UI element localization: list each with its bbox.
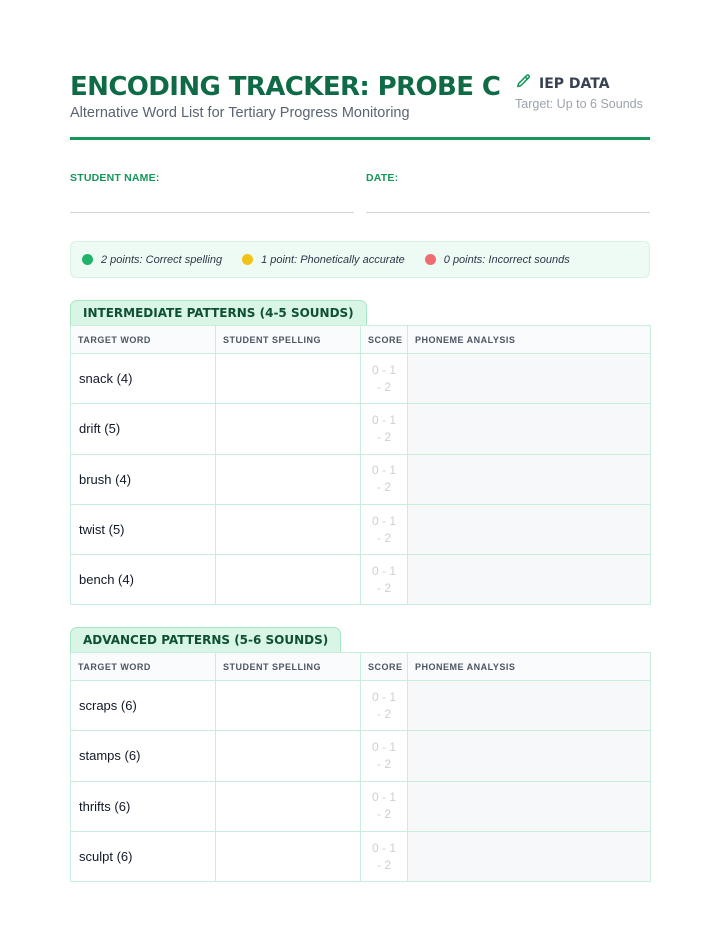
col-student-spelling: STUDENT SPELLING — [216, 326, 361, 354]
score-options: 0 - 1 — [371, 689, 396, 704]
score-cell[interactable] — [361, 354, 408, 404]
phoneme-analysis-cell[interactable] — [408, 504, 651, 554]
score-cell[interactable] — [361, 831, 408, 881]
phoneme-analysis-cell[interactable] — [408, 354, 651, 404]
table-header-row — [71, 653, 651, 681]
student-spelling-cell[interactable] — [216, 555, 361, 605]
target-word: thrifts (6) — [71, 781, 216, 831]
red-dot-icon — [425, 254, 436, 265]
score-options: - 2 — [376, 480, 391, 495]
student-fields — [70, 168, 650, 214]
header — [70, 0, 650, 140]
col-score: SCORE — [361, 326, 408, 354]
advanced-section — [70, 627, 650, 882]
table-row — [71, 354, 651, 404]
score-options: - 2 — [376, 857, 391, 872]
phoneme-analysis-cell[interactable] — [408, 831, 651, 881]
target-word: brush (4) — [71, 454, 216, 504]
target-word: bench (4) — [71, 555, 216, 605]
legend-text: 0 points: Incorrect sounds — [443, 253, 570, 266]
score-options: 0 - 1 — [371, 463, 396, 478]
legend-item-1pt — [242, 254, 405, 266]
advanced-table — [70, 652, 651, 882]
score-cell[interactable] — [361, 404, 408, 454]
student-spelling-cell[interactable] — [216, 354, 361, 404]
student-spelling-cell[interactable] — [216, 404, 361, 454]
iep-label: IEP DATA — [539, 76, 610, 92]
page-title: ENCODING TRACKER: PROBE C — [70, 72, 501, 102]
table-row — [71, 454, 651, 504]
table-row — [71, 781, 651, 831]
date-label: DATE: — [366, 172, 399, 184]
student-name-label: STUDENT NAME: — [70, 172, 160, 184]
score-cell[interactable] — [361, 731, 408, 781]
col-score: SCORE — [361, 653, 408, 681]
score-options: 0 - 1 — [371, 563, 396, 578]
phoneme-analysis-cell[interactable] — [408, 681, 651, 731]
col-student-spelling: STUDENT SPELLING — [216, 653, 361, 681]
target-text: Target: Up to 6 Sounds — [515, 97, 643, 111]
intermediate-table — [70, 325, 651, 605]
col-target-word: TARGET WORD — [71, 653, 216, 681]
score-options: - 2 — [376, 807, 391, 822]
table-row — [71, 681, 651, 731]
student-spelling-cell[interactable] — [216, 731, 361, 781]
student-spelling-cell[interactable] — [216, 454, 361, 504]
score-cell[interactable] — [361, 454, 408, 504]
score-options: - 2 — [376, 580, 391, 595]
target-word: sculpt (6) — [71, 831, 216, 881]
section-title: ADVANCED PATTERNS (5-6 SOUNDS) — [70, 627, 341, 652]
table-row — [71, 831, 651, 881]
score-options: 0 - 1 — [371, 739, 396, 754]
score-cell[interactable] — [361, 781, 408, 831]
target-word: drift (5) — [71, 404, 216, 454]
phoneme-analysis-cell[interactable] — [408, 555, 651, 605]
student-spelling-cell[interactable] — [216, 681, 361, 731]
phoneme-analysis-cell[interactable] — [408, 454, 651, 504]
iep-badge — [515, 73, 610, 95]
score-options: 0 - 1 — [371, 790, 396, 805]
student-spelling-cell[interactable] — [216, 504, 361, 554]
student-spelling-cell[interactable] — [216, 831, 361, 881]
score-options: - 2 — [376, 530, 391, 545]
worksheet-page — [70, 0, 650, 872]
col-target-word: TARGET WORD — [71, 326, 216, 354]
yellow-dot-icon — [242, 254, 253, 265]
score-options: 0 - 1 — [371, 362, 396, 377]
score-options: - 2 — [376, 756, 391, 771]
score-options: - 2 — [376, 379, 391, 394]
header-rule — [70, 137, 650, 140]
green-dot-icon — [82, 254, 93, 265]
page-subtitle: Alternative Word List for Tertiary Progress Monitoring — [70, 105, 410, 121]
table-row — [71, 404, 651, 454]
legend-text: 2 points: Correct spelling — [101, 253, 223, 266]
section-title: INTERMEDIATE PATTERNS (4-5 SOUNDS) — [70, 300, 367, 325]
scoring-legend — [70, 241, 650, 278]
table-row — [71, 731, 651, 781]
score-cell[interactable] — [361, 504, 408, 554]
target-word: stamps (6) — [71, 731, 216, 781]
col-phoneme-analysis: PHONEME ANALYSIS — [408, 653, 651, 681]
target-word: twist (5) — [71, 504, 216, 554]
table-row — [71, 555, 651, 605]
legend-item-2pts — [82, 254, 222, 266]
pencil-icon — [515, 73, 532, 95]
intermediate-section — [70, 300, 650, 605]
target-word: snack (4) — [71, 354, 216, 404]
target-word: scraps (6) — [71, 681, 216, 731]
score-options: - 2 — [376, 429, 391, 444]
score-options: 0 - 1 — [371, 412, 396, 427]
legend-text: 1 point: Phonetically accurate — [261, 253, 405, 266]
phoneme-analysis-cell[interactable] — [408, 731, 651, 781]
score-cell[interactable] — [361, 681, 408, 731]
score-options: 0 - 1 — [371, 840, 396, 855]
phoneme-analysis-cell[interactable] — [408, 781, 651, 831]
table-row — [71, 504, 651, 554]
student-spelling-cell[interactable] — [216, 781, 361, 831]
score-options: 0 - 1 — [371, 513, 396, 528]
score-cell[interactable] — [361, 555, 408, 605]
phoneme-analysis-cell[interactable] — [408, 404, 651, 454]
table-header-row — [71, 326, 651, 354]
date-field[interactable] — [366, 168, 650, 213]
student-name-field[interactable] — [70, 168, 354, 213]
legend-item-0pts — [425, 254, 570, 266]
col-phoneme-analysis: PHONEME ANALYSIS — [408, 326, 651, 354]
score-options: - 2 — [376, 706, 391, 721]
